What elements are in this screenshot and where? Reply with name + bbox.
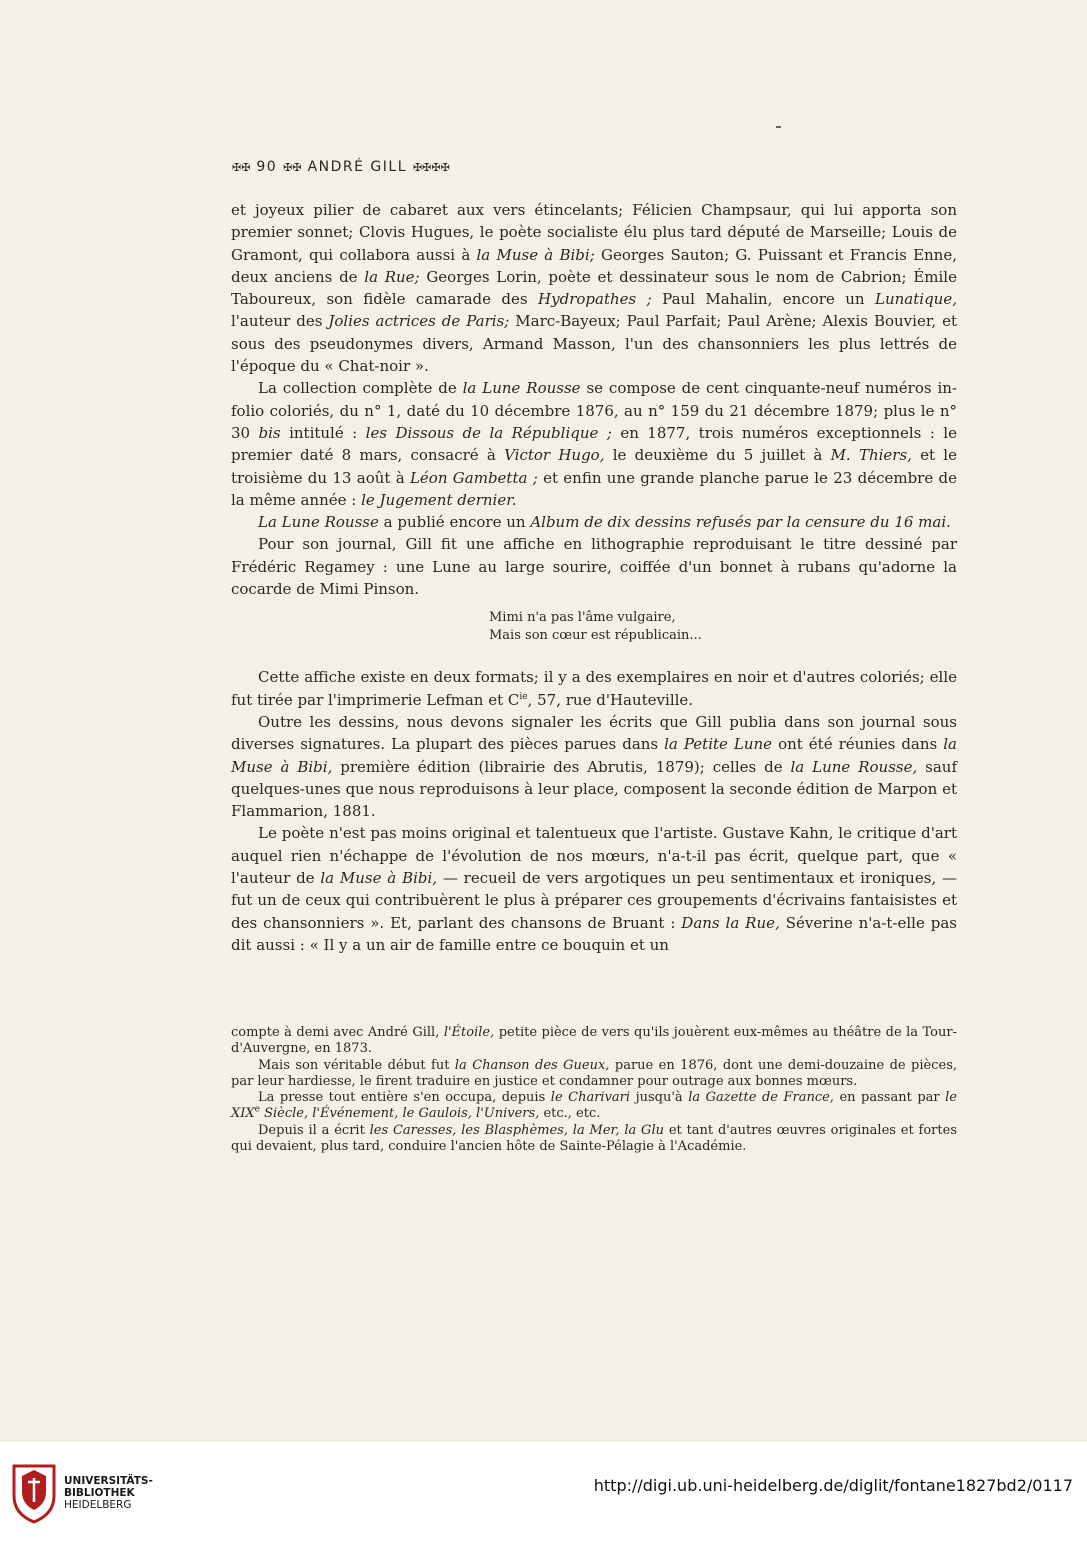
ornament-icon: ✠✠ xyxy=(283,161,302,174)
ornament-icon: ✠✠ xyxy=(232,161,251,174)
university-seal-icon xyxy=(10,1462,58,1524)
paragraph: La Lune Rousse a publié encore un Album de dix dessins refusés par la censure du 16 mai. xyxy=(258,513,951,532)
library-name: UNIVERSITÄTS- BIBLIOTHEK HEIDELBERG xyxy=(64,1475,153,1511)
running-title: ANDRÉ GILL xyxy=(307,159,407,175)
paragraph: et joyeux pilier de cabaret aux vers étincelants; Félicien Champsaur, qui lui apporta son premier sonnet; Clovis Hugues, le poète socialiste élu plus tard député de Marseille; Louis de Gramont, qui collabora aussi à la Muse à Bibi; Georges Sauton; G. Puissant et Francis Enne, deux anciens de la Rue; Georges Lorin, poète et dessinateur sous le nom de Cabrion; Émile Taboureux, son fidèle camarade des Hydropathes ; Paul Mahalin, encore un Lunatique, l'auteur des Jolies actrices de Paris; Marc-Bayeux; Paul Parfait; Paul Arène; Alexis Bouvier, et sous des pseudonymes divers, Armand Masson, l'un des chansonniers les plus lettrés de l'époque du « Chat-noir ». xyxy=(231,201,957,376)
page-number: 90 xyxy=(256,159,278,175)
print-mark xyxy=(776,126,781,128)
running-header xyxy=(232,159,450,176)
footnotes xyxy=(231,1025,957,1155)
paragraph: Le poète n'est pas moins original et talentueux que l'artiste. Gustave Kahn, le critique d'art auquel rien n'échappe de l'évolution de nos mœurs, n'a-t-il pas écrit, quelque part, que « l'auteur de la Muse à Bibi, — recueil de vers argotiques un peu sentimentaux et ironiques, — fut un de ceux qui contribuèrent le plus à préparer ces groupements d'écrivains fantaisistes et des chansonniers ». Et, parlant des chansons de Bruant : Dans la Rue, Séverine n'a-t-elle pas dit aussi : « Il y a un air de famille entre ce bouquin et un xyxy=(231,824,957,954)
paragraph: La collection complète de la Lune Rousse se compose de cent cinquante-neuf numéros in-folio coloriés, du n° 1, daté du 10 décembre 1876, au n° 159 du 21 décembre 1879; plus le n° 30 bis intitulé : les Dissous de la République ; en 1877, trois numéros exceptionnels : le premier daté 8 mars, consacré à Victor Hugo, le deuxième du 5 juillet à M. Thiers, et le troisième du 13 août à Léon Gambetta ; et enfin une grande planche parue le 23 décembre de la même année : le Jugement dernier. xyxy=(231,379,958,509)
ornament-icon: ✠✠✠✠ xyxy=(412,161,450,174)
source-url[interactable]: http://digi.ub.uni-heidelberg.de/diglit/fontane1827bd2/0117 xyxy=(593,1476,1073,1495)
verse-line: Mimi n'a pas l'âme vulgaire, xyxy=(489,610,676,626)
paragraph: Outre les dessins, nous devons signaler les écrits que Gill publia dans son journal sous diverses signatures. La plupart des pièces parues dans la Petite Lune ont été réunies dans la Muse à Bibi, première édition (librairie des Abrutis, 1879); celles de la Lune Rousse, sauf quelques-unes que nous reproduisons à leur place, composent la seconde édition de Marpon et Flammarion, 1881. xyxy=(231,712,958,821)
main-text xyxy=(231,199,957,956)
verse-line: Mais son cœur est républicain... xyxy=(489,627,702,643)
paragraph: Cette affiche existe en deux formats; il y a des exemplaires en noir et d'autres coloriés; elle fut tirée par l'imprimerie Lefman et $C^{ie}$, 57, rue d'Hauteville. xyxy=(231,668,957,709)
footnote-paragraph: Depuis il a écrit les Caresses, les Blasphèmes, la Mer, la Glu et tant d'autres œuvres originales et fortes qui devaient, plus tard, conduire l'ancien hôte de Sainte-Pélagie à l'Académie. xyxy=(231,1122,957,1155)
footnote-paragraph: compte à demi avec André Gill, l'Étoile, petite pièce de vers qu'ils jouèrent eux-mêmes au théâtre de la Tour-d'Auvergne, en 1873. xyxy=(231,1025,957,1057)
footnote-paragraph: Mais son véritable début fut la Chanson des Gueux, parue en 1876, dont une demi-douzaine de pièces, par leur hardiesse, le firent traduire en justice et condamner pour outrage aux bonnes mœurs. xyxy=(231,1057,957,1089)
paragraph: Pour son journal, Gill fit une affiche en lithographie reproduisant le titre dessiné par Frédéric Regamey : une Lune au large sourire, coiffée d'un bonnet à rubans qu'adorne la cocarde de Mimi Pinson. xyxy=(231,535,957,599)
verse-quote xyxy=(489,609,957,644)
footnote-paragraph: La presse tout entière s'en occupa, depuis le Charivari jusqu'à la Gazette de France, en passant par le XIXe Siècle, l'Événement, le Gaulois, l'Univers, etc., etc. xyxy=(231,1090,957,1122)
